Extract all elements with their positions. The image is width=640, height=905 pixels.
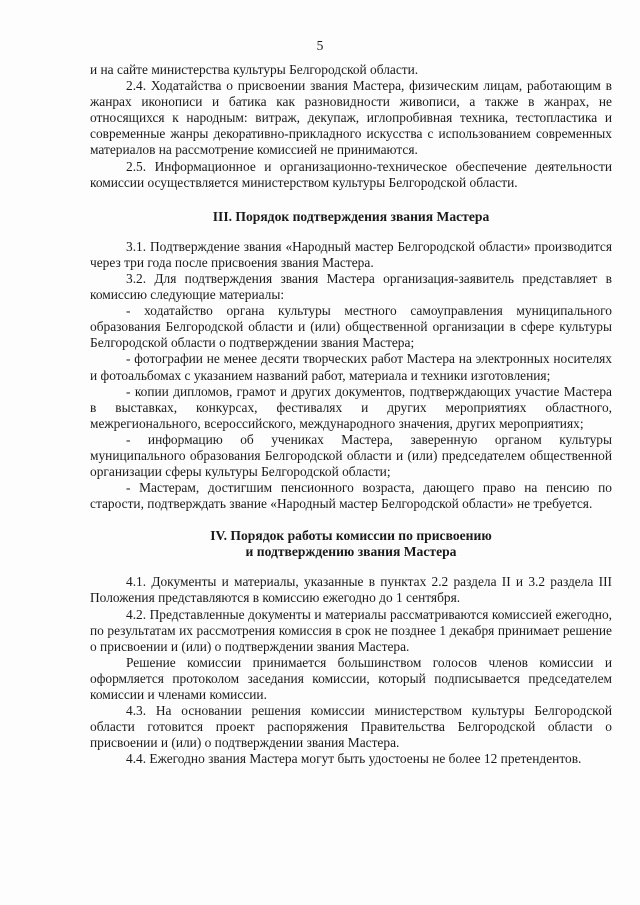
paragraph-4-1: 4.1. Документы и материалы, указанные в пунктах 2.2 раздела II и 3.2 раздела III Положения представляются в комиссию ежегодно до 1 сентября. [90, 574, 612, 606]
paragraph-continuation: и на сайте министерства культуры Белгородской области. [90, 62, 419, 77]
paragraph-2-4: 2.4. Ходатайства о присвоении звания Мастера, физическим лицам, работающим в жанрах иконописи и батика как разновидности живописи, а также в жанрах, не относящихся к народным: витраж, декупаж, иглопробивная техника, тестопластика и современные жанры декоративно-прикладного искусства с использованием современных материалов на рассмотрение комиссией не принимаются. [90, 78, 612, 158]
document-body [90, 62, 612, 767]
list-item: - фотографии не менее десяти творческих работ Мастера на электронных носителях и фотоальбомах с указанием названий работ, материала и техники изготовления; [90, 351, 612, 383]
paragraph-3-1: 3.1. Подтверждение звания «Народный мастер Белгородской области» производится через три года после присвоения звания Мастера. [90, 238, 612, 270]
list-item: - Мастерам, достигшим пенсионного возраста, дающего право на пенсию по старости, подтверждать звание «Народный мастер Белгородской области» не требуется. [90, 480, 612, 512]
paragraph-4-3: 4.3. На основании решения комиссии министерством культуры Белгородской области готовится проект распоряжения Правительства Белгородской области о присвоении и (или) о подтверждении звания Мастера. [90, 703, 612, 751]
paragraph-3-2: 3.2. Для подтверждения звания Мастера организация-заявитель представляет в комиссию следующие материалы: [90, 270, 612, 303]
paragraph-4-2-decision: Решение комиссии принимается большинством голосов членов комиссии и оформляется протоколом заседания комиссии, который подписывается председателем комиссии и членами комиссии. [90, 654, 612, 702]
paragraph-4-4: 4.4. Ежегодно звания Мастера могут быть удостоены не более 12 претендентов. [126, 751, 582, 767]
list-item: - копии дипломов, грамот и других документов, подтверждающих участие Мастера в выставках, конкурсах, фестивалях и других мероприятиях областного, межрегионального, всероссийского, международного значения, других мероприятиях; [90, 383, 612, 431]
paragraph-2-5: 2.5. Информационное и организационно-техническое обеспечение деятельности комиссии осуществляется министерством культуры Белгородской области. [90, 158, 612, 190]
paragraph-4-2: 4.2. Представленные документы и материалы рассматриваются комиссией ежегодно, по результатам их рассмотрения комиссия в срок не позднее 1 декабря принимает решение о присвоении и (или) о подтверждении звания Мастера. [90, 606, 612, 654]
page-number: 5 [316, 38, 324, 53]
section-4-heading-line2: и подтверждению звания Мастера [245, 544, 457, 560]
list-item: - ходатайство органа культуры местного самоуправления муниципального образования Белгородской области и (или) общественной организации в сфере культуры Белгородской области о подтверждении звания Мастера; [90, 303, 612, 351]
section-4-heading-line1: IV. Порядок работы комиссии по присвоению [210, 528, 492, 544]
list-item: - информацию об учениках Мастера, заверенную органом культуры муниципального образования Белгородской области и (или) председателем общественной организации сферы культуры Белгородской области; [90, 431, 612, 480]
section-3-heading: III. Порядок подтверждения звания Мастера [212, 208, 490, 224]
